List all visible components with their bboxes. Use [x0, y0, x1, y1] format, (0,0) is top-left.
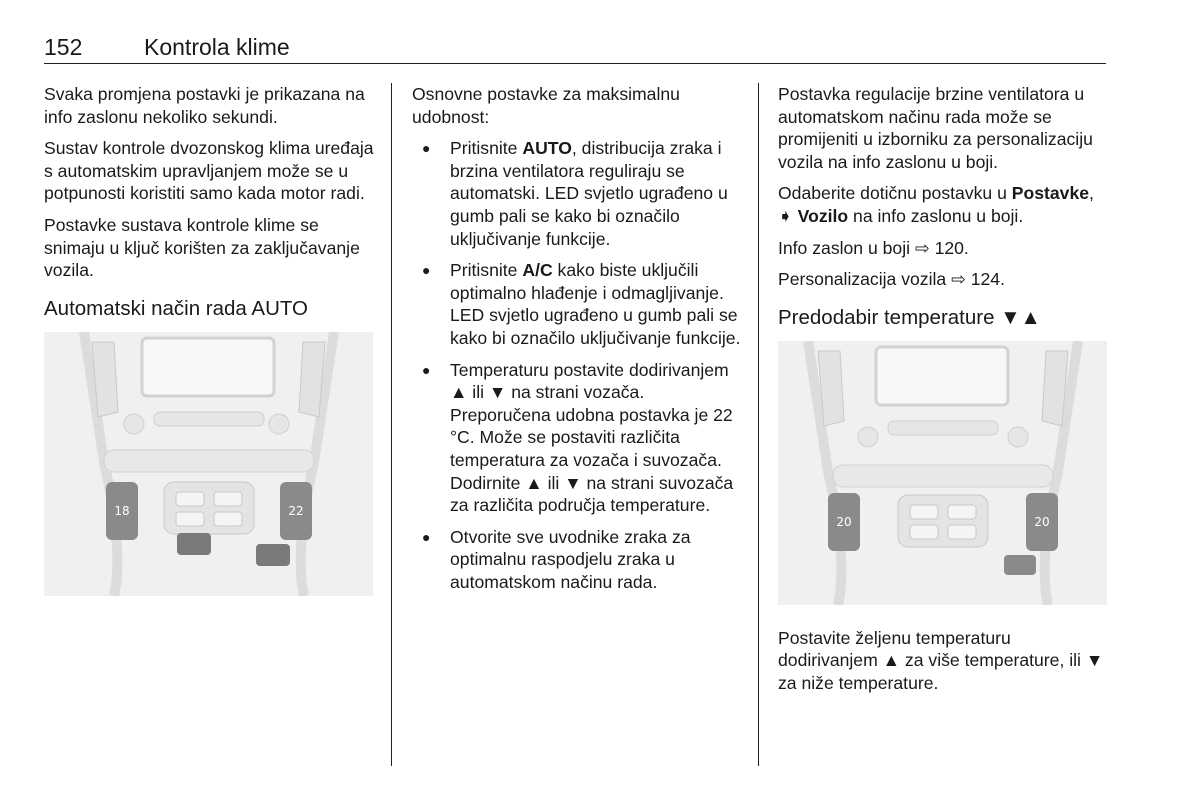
right-temperature-readout: 22 — [288, 503, 304, 518]
paragraph: Svaka promjena postavki je prikazana na info zaslonu nekoliko sekundi. — [44, 84, 365, 127]
paragraph: Postavke sustava kontrole klime se snimaju u ključ korišten za zaključavanje vozila. — [44, 214, 360, 281]
left-temperature-readout: 20 — [836, 514, 852, 529]
bullet-list — [412, 137, 742, 593]
bullet-icon: ● — [422, 528, 431, 545]
section-heading: Predodabir temperature ▼▲ — [778, 305, 1041, 329]
reference-text: Personalizacija vozila — [778, 269, 947, 290]
button-label-ac: A/C — [522, 260, 553, 281]
bullet-icon: ● — [422, 361, 431, 378]
text-run: na info zaslonu u boji. — [848, 205, 1024, 226]
cross-reference — [778, 237, 1108, 260]
list-item — [412, 259, 742, 349]
paragraph — [778, 182, 1108, 227]
climate-control-illustration — [44, 332, 373, 596]
cross-reference — [778, 268, 1108, 291]
paragraph: Sustav kontrole dvozonskog klima uređaja s automatskim upravljanjem može se u potpunosti koristiti samo kada motor radi. — [44, 138, 374, 204]
column-divider — [391, 83, 392, 766]
left-temperature-readout: 18 — [114, 503, 130, 518]
reference-page: 124. — [970, 269, 1005, 290]
list-item-text: , distribucija zraka i brzina ventilatora reguliraju se automatski. LED svjetlo ugrađeno u gumb pali se kako bi označilo uključivanje funkcije. — [450, 138, 728, 249]
list-item-text: Pritisnite — [450, 260, 523, 281]
page-reference-arrow-icon: ⇨ — [914, 237, 930, 258]
page-reference-arrow-icon: ⇨ — [951, 269, 966, 290]
section-heading: Automatski način rada AUTO — [44, 296, 308, 320]
temperature-preset-illustration — [778, 341, 1107, 605]
page-header — [44, 34, 1106, 64]
arrow-icon: , ➧ — [778, 183, 1094, 226]
column-1 — [44, 83, 374, 596]
list-item — [412, 137, 742, 250]
column-divider — [758, 83, 759, 766]
list-item — [412, 526, 742, 594]
menu-label-vozilo: Vozilo — [797, 205, 849, 226]
bullet-icon: ● — [422, 140, 431, 157]
text-run: Odaberite dotičnu postavku u — [778, 183, 1012, 204]
column-3 — [778, 83, 1108, 704]
header-rule — [44, 63, 1106, 64]
column-2 — [412, 83, 742, 602]
list-item-text: Temperaturu postavite dodirivanjem ▲ ili ▼ na strani vozača. Preporučena udobna postavka je 22 °C. Može se postaviti različita temperatura za vozača i suvozača. Dodirnite ▲ ili ▼ na strani suvozača za različita područja temperature. — [450, 359, 734, 516]
right-temperature-readout: 20 — [1034, 514, 1050, 529]
paragraph: Postavite željenu temperaturu dodirivanjem ▲ za više temperature, ili ▼ za niže temperature. — [778, 627, 1104, 693]
list-item-text: Otvorite sve uvodnike zraka za optimalnu raspodjelu zraka u automatskom načinu rada. — [450, 526, 691, 592]
bullet-icon: ● — [422, 262, 431, 279]
paragraph: Postavka regulacije brzine ventilatora u automatskom načinu rada može se promijeniti u izborniku za personalizaciju vozila na info zaslonu u boji. — [778, 84, 1093, 172]
list-item-text: kako biste uključili optimalno hlađenje i odmagljivanje. LED svjetlo ugrađeno u gumb pali se kako bi označilo uključivanje funkcije. — [450, 260, 741, 348]
reference-page: 120. — [934, 237, 969, 258]
button-label-auto: AUTO — [522, 138, 572, 159]
list-item — [412, 359, 742, 517]
paragraph: Osnovne postavke za maksimalnu udobnost: — [412, 84, 680, 127]
chapter-title: Kontrola klime — [144, 34, 290, 60]
page-number: 152 — [44, 34, 83, 60]
list-item-text: Pritisnite — [450, 138, 523, 159]
menu-label-postavke: Postavke — [1011, 183, 1090, 204]
reference-text: Info zaslon u boji — [778, 237, 911, 258]
